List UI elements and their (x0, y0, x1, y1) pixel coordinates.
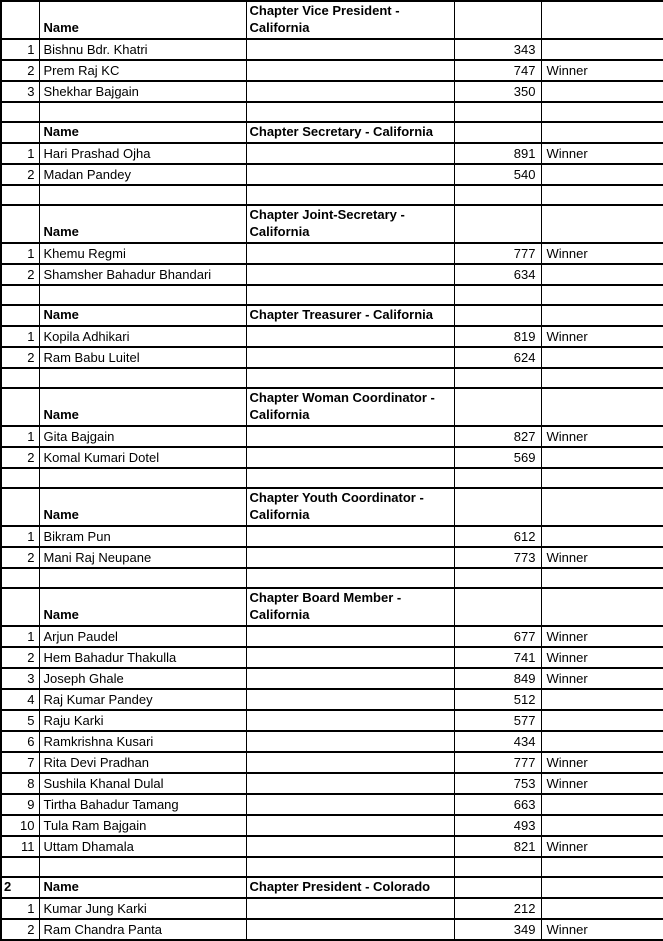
winner-label: Winner (541, 647, 663, 668)
candidate-row (1, 836, 663, 857)
candidate-name: Shamsher Bahadur Bhandari (39, 264, 246, 285)
candidate-row (1, 626, 663, 647)
winner-label (541, 815, 663, 836)
column-header-name: Name (39, 122, 246, 143)
blank-cell (454, 468, 541, 488)
winner-label (541, 689, 663, 710)
section-header-row (1, 205, 663, 243)
candidate-row (1, 526, 663, 547)
vote-count: 677 (454, 626, 541, 647)
vote-count: 434 (454, 731, 541, 752)
candidate-number: 8 (1, 773, 39, 794)
candidate-name: Bishnu Bdr. Khatri (39, 39, 246, 60)
position-cell-empty (246, 647, 454, 668)
votes-header-empty (454, 877, 541, 898)
candidate-name: Ramkrishna Kusari (39, 731, 246, 752)
section-header-row (1, 1, 663, 39)
winner-label (541, 447, 663, 468)
votes-header-empty (454, 305, 541, 326)
blank-cell (541, 102, 663, 122)
candidate-number: 1 (1, 898, 39, 919)
vote-count: 612 (454, 526, 541, 547)
position-cell-empty (246, 426, 454, 447)
section-position-title: Chapter President - Colorado (246, 877, 454, 898)
winner-label: Winner (541, 547, 663, 568)
position-cell-empty (246, 898, 454, 919)
blank-cell (246, 368, 454, 388)
votes-header-empty (454, 1, 541, 39)
vote-count: 753 (454, 773, 541, 794)
candidate-name: Uttam Dhamala (39, 836, 246, 857)
votes-header-empty (454, 388, 541, 426)
candidate-row (1, 347, 663, 368)
candidate-number: 2 (1, 60, 39, 81)
section-header-row (1, 122, 663, 143)
vote-count: 777 (454, 243, 541, 264)
winner-label: Winner (541, 919, 663, 940)
position-cell-empty (246, 689, 454, 710)
blank-cell (541, 568, 663, 588)
section-index (1, 388, 39, 426)
section-position-title: Chapter Board Member - California (246, 588, 454, 626)
column-header-name: Name (39, 877, 246, 898)
candidate-number: 1 (1, 243, 39, 264)
vote-count: 663 (454, 794, 541, 815)
candidate-number: 1 (1, 426, 39, 447)
blank-cell (541, 368, 663, 388)
column-header-name: Name (39, 588, 246, 626)
candidate-row (1, 794, 663, 815)
column-header-name: Name (39, 305, 246, 326)
candidate-name: Gita Bajgain (39, 426, 246, 447)
section-header-row (1, 588, 663, 626)
vote-count: 350 (454, 81, 541, 102)
votes-header-empty (454, 205, 541, 243)
blank-cell (1, 368, 39, 388)
candidate-row (1, 39, 663, 60)
candidate-number: 2 (1, 447, 39, 468)
position-cell-empty (246, 347, 454, 368)
blank-cell (246, 102, 454, 122)
vote-count: 634 (454, 264, 541, 285)
candidate-row (1, 773, 663, 794)
candidate-name: Prem Raj KC (39, 60, 246, 81)
vote-count: 849 (454, 668, 541, 689)
winner-label: Winner (541, 426, 663, 447)
blank-cell (454, 568, 541, 588)
blank-spacer-row (1, 285, 663, 305)
vote-count: 891 (454, 143, 541, 164)
candidate-name: Shekhar Bajgain (39, 81, 246, 102)
candidate-row (1, 689, 663, 710)
column-header-name: Name (39, 205, 246, 243)
blank-cell (246, 568, 454, 588)
vote-count: 577 (454, 710, 541, 731)
candidate-name: Joseph Ghale (39, 668, 246, 689)
result-header-empty (541, 1, 663, 39)
winner-label (541, 264, 663, 285)
position-cell-empty (246, 326, 454, 347)
votes-header-empty (454, 488, 541, 526)
blank-cell (1, 857, 39, 877)
candidate-number: 7 (1, 752, 39, 773)
blank-cell (39, 368, 246, 388)
blank-cell (1, 468, 39, 488)
vote-count: 827 (454, 426, 541, 447)
candidate-row (1, 81, 663, 102)
candidate-name: Kumar Jung Karki (39, 898, 246, 919)
position-cell-empty (246, 626, 454, 647)
position-cell-empty (246, 447, 454, 468)
candidate-row (1, 752, 663, 773)
section-position-title: Chapter Youth Coordinator - California (246, 488, 454, 526)
blank-cell (454, 185, 541, 205)
candidate-row (1, 60, 663, 81)
position-cell-empty (246, 794, 454, 815)
winner-label (541, 39, 663, 60)
vote-count: 349 (454, 919, 541, 940)
candidate-name: Ram Babu Luitel (39, 347, 246, 368)
section-index (1, 488, 39, 526)
position-cell-empty (246, 164, 454, 185)
section-position-title: Chapter Vice President - California (246, 1, 454, 39)
blank-spacer-row (1, 568, 663, 588)
winner-label: Winner (541, 626, 663, 647)
candidate-row (1, 143, 663, 164)
winner-label (541, 794, 663, 815)
vote-count: 512 (454, 689, 541, 710)
candidate-name: Khemu Regmi (39, 243, 246, 264)
votes-header-empty (454, 122, 541, 143)
section-position-title: Chapter Treasurer - California (246, 305, 454, 326)
position-cell-empty (246, 836, 454, 857)
vote-count: 212 (454, 898, 541, 919)
position-cell-empty (246, 731, 454, 752)
result-header-empty (541, 588, 663, 626)
candidate-number: 1 (1, 143, 39, 164)
winner-label (541, 898, 663, 919)
blank-cell (39, 102, 246, 122)
blank-cell (541, 185, 663, 205)
position-cell-empty (246, 39, 454, 60)
winner-label (541, 731, 663, 752)
blank-spacer-row (1, 468, 663, 488)
candidate-number: 2 (1, 347, 39, 368)
blank-cell (541, 468, 663, 488)
vote-count: 747 (454, 60, 541, 81)
winner-label: Winner (541, 143, 663, 164)
blank-spacer-row (1, 368, 663, 388)
winner-label: Winner (541, 326, 663, 347)
candidate-number: 5 (1, 710, 39, 731)
winner-label: Winner (541, 752, 663, 773)
candidate-name: Hem Bahadur Thakulla (39, 647, 246, 668)
candidate-row (1, 243, 663, 264)
candidate-row (1, 164, 663, 185)
position-cell-empty (246, 143, 454, 164)
blank-cell (541, 857, 663, 877)
candidate-row (1, 326, 663, 347)
blank-spacer-row (1, 857, 663, 877)
blank-cell (1, 285, 39, 305)
column-header-name: Name (39, 1, 246, 39)
section-index (1, 122, 39, 143)
winner-label: Winner (541, 668, 663, 689)
candidate-name: Tirtha Bahadur Tamang (39, 794, 246, 815)
vote-count: 569 (454, 447, 541, 468)
position-cell-empty (246, 773, 454, 794)
result-header-empty (541, 122, 663, 143)
blank-cell (39, 185, 246, 205)
blank-cell (39, 285, 246, 305)
candidate-number: 2 (1, 264, 39, 285)
candidate-number: 3 (1, 81, 39, 102)
candidate-number: 1 (1, 526, 39, 547)
blank-cell (39, 857, 246, 877)
candidate-row (1, 919, 663, 940)
candidate-row (1, 815, 663, 836)
blank-cell (454, 857, 541, 877)
vote-count: 819 (454, 326, 541, 347)
blank-cell (246, 857, 454, 877)
winner-label: Winner (541, 243, 663, 264)
vote-count: 540 (454, 164, 541, 185)
candidate-name: Rita Devi Pradhan (39, 752, 246, 773)
candidate-row (1, 731, 663, 752)
position-cell-empty (246, 526, 454, 547)
winner-label (541, 164, 663, 185)
section-header-row (1, 305, 663, 326)
blank-cell (246, 285, 454, 305)
section-position-title: Chapter Joint-Secretary - California (246, 205, 454, 243)
candidate-row (1, 647, 663, 668)
blank-cell (454, 285, 541, 305)
candidate-row (1, 668, 663, 689)
section-index: 2 (1, 877, 39, 898)
result-header-empty (541, 877, 663, 898)
candidate-row (1, 547, 663, 568)
candidate-row (1, 898, 663, 919)
candidate-row (1, 264, 663, 285)
winner-label: Winner (541, 60, 663, 81)
vote-count: 343 (454, 39, 541, 60)
candidate-number: 11 (1, 836, 39, 857)
candidate-name: Bikram Pun (39, 526, 246, 547)
table-body (1, 1, 663, 940)
result-header-empty (541, 388, 663, 426)
blank-cell (1, 185, 39, 205)
candidate-number: 9 (1, 794, 39, 815)
result-header-empty (541, 488, 663, 526)
vote-count: 493 (454, 815, 541, 836)
candidate-name: Raj Kumar Pandey (39, 689, 246, 710)
vote-count: 624 (454, 347, 541, 368)
position-cell-empty (246, 60, 454, 81)
section-index (1, 1, 39, 39)
blank-cell (454, 102, 541, 122)
candidate-name: Arjun Paudel (39, 626, 246, 647)
position-cell-empty (246, 243, 454, 264)
position-cell-empty (246, 668, 454, 689)
section-position-title: Chapter Secretary - California (246, 122, 454, 143)
candidate-name: Ram Chandra Panta (39, 919, 246, 940)
candidate-row (1, 447, 663, 468)
candidate-name: Raju Karki (39, 710, 246, 731)
votes-header-empty (454, 588, 541, 626)
section-index (1, 205, 39, 243)
blank-cell (1, 102, 39, 122)
candidate-name: Madan Pandey (39, 164, 246, 185)
candidate-name: Sushila Khanal Dulal (39, 773, 246, 794)
candidate-row (1, 426, 663, 447)
candidate-number: 1 (1, 626, 39, 647)
position-cell-empty (246, 81, 454, 102)
candidate-name: Hari Prashad Ojha (39, 143, 246, 164)
blank-cell (1, 568, 39, 588)
blank-cell (454, 368, 541, 388)
blank-cell (541, 285, 663, 305)
blank-spacer-row (1, 185, 663, 205)
section-header-row (1, 877, 663, 898)
candidate-number: 2 (1, 547, 39, 568)
winner-label (541, 710, 663, 731)
vote-count: 777 (454, 752, 541, 773)
column-header-name: Name (39, 488, 246, 526)
vote-count: 741 (454, 647, 541, 668)
winner-label (541, 347, 663, 368)
section-header-row (1, 388, 663, 426)
position-cell-empty (246, 547, 454, 568)
candidate-number: 1 (1, 39, 39, 60)
winner-label (541, 526, 663, 547)
candidate-name: Komal Kumari Dotel (39, 447, 246, 468)
candidate-name: Kopila Adhikari (39, 326, 246, 347)
candidate-name: Tula Ram Bajgain (39, 815, 246, 836)
section-header-row (1, 488, 663, 526)
position-cell-empty (246, 919, 454, 940)
candidate-number: 2 (1, 647, 39, 668)
position-cell-empty (246, 815, 454, 836)
candidate-number: 1 (1, 326, 39, 347)
blank-cell (39, 468, 246, 488)
section-position-title: Chapter Woman Coordinator - California (246, 388, 454, 426)
section-index (1, 305, 39, 326)
column-header-name: Name (39, 388, 246, 426)
position-cell-empty (246, 264, 454, 285)
winner-label: Winner (541, 773, 663, 794)
candidate-number: 3 (1, 668, 39, 689)
position-cell-empty (246, 752, 454, 773)
candidate-number: 4 (1, 689, 39, 710)
vote-count: 821 (454, 836, 541, 857)
candidate-row (1, 710, 663, 731)
vote-count: 773 (454, 547, 541, 568)
candidate-name: Mani Raj Neupane (39, 547, 246, 568)
position-cell-empty (246, 710, 454, 731)
blank-cell (39, 568, 246, 588)
candidate-number: 10 (1, 815, 39, 836)
candidate-number: 2 (1, 164, 39, 185)
result-header-empty (541, 305, 663, 326)
winner-label (541, 81, 663, 102)
winner-label: Winner (541, 836, 663, 857)
candidate-number: 2 (1, 919, 39, 940)
result-header-empty (541, 205, 663, 243)
candidate-number: 6 (1, 731, 39, 752)
blank-spacer-row (1, 102, 663, 122)
blank-cell (246, 185, 454, 205)
section-index (1, 588, 39, 626)
blank-cell (246, 468, 454, 488)
